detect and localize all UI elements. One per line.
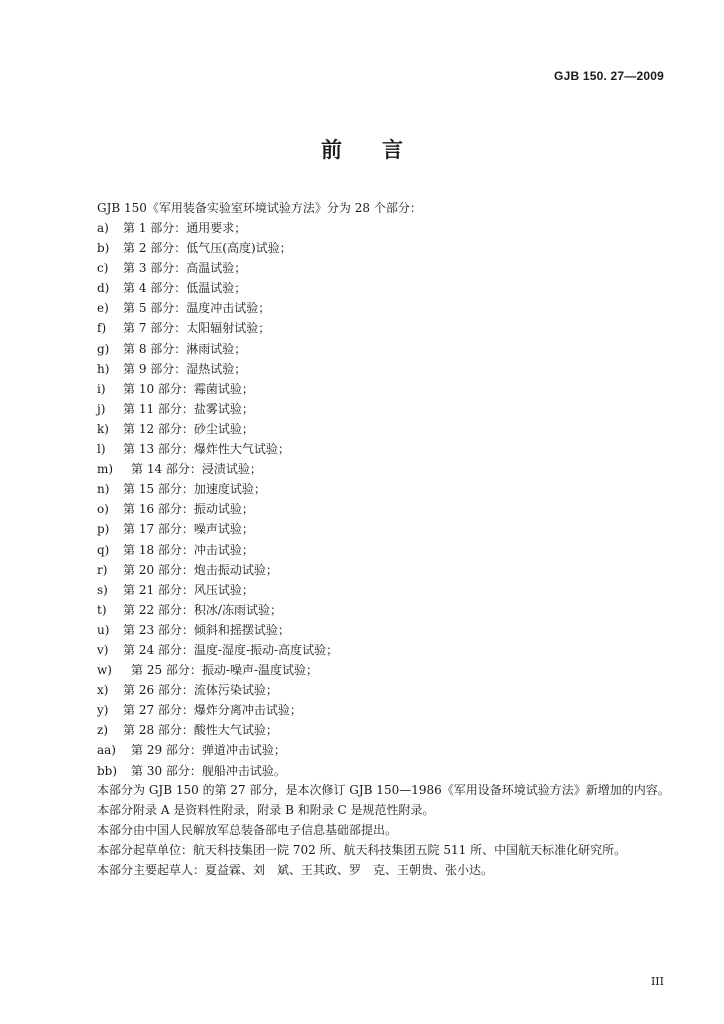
list-item-text: 第 18 部分：冲击试验； bbox=[123, 542, 254, 557]
list-marker: t) bbox=[97, 602, 107, 617]
list-marker: l) bbox=[97, 442, 106, 457]
list-marker: n) bbox=[97, 482, 110, 497]
list-item-text: 第 25 部分：振动-噪声-温度试验； bbox=[131, 663, 319, 678]
list-item-text: 第 4 部分：低温试验； bbox=[123, 281, 247, 296]
list-marker: g) bbox=[97, 341, 110, 356]
list-item-text: 第 30 部分：舰船冲击试验。 bbox=[131, 763, 286, 778]
list-marker: d) bbox=[97, 281, 110, 296]
list-item bbox=[97, 260, 338, 280]
list-item-text: 第 5 部分：温度冲击试验； bbox=[123, 301, 271, 316]
list-item bbox=[97, 622, 338, 642]
list-item-text: 第 11 部分：盐雾试验； bbox=[123, 401, 254, 416]
list-marker: b) bbox=[97, 241, 110, 256]
list-item bbox=[97, 702, 338, 722]
list-item bbox=[97, 722, 338, 742]
list-marker: c) bbox=[97, 261, 109, 276]
list-item-text: 第 8 部分：淋雨试验； bbox=[123, 341, 247, 356]
list-item bbox=[97, 220, 338, 240]
list-item bbox=[97, 461, 338, 481]
list-item bbox=[97, 562, 338, 582]
list-marker: bb) bbox=[97, 763, 118, 778]
list-item bbox=[97, 320, 338, 340]
list-item bbox=[97, 441, 338, 461]
list-marker: a) bbox=[97, 221, 109, 235]
list-marker: i) bbox=[97, 381, 106, 396]
paragraph-drafters: 本部分主要起草人：夏益霖、刘 斌、王其政、罗 克、王朝贵、张小达。 bbox=[97, 863, 494, 878]
list-item bbox=[97, 401, 338, 421]
paragraph-drafting-units: 本部分起草单位：航天科技集团一院 702 所、航天科技集团五院 511 所、中国航天标准化研究所。 bbox=[97, 843, 627, 858]
list-marker: s) bbox=[97, 582, 108, 597]
list-item-text: 第 29 部分：弹道冲击试验； bbox=[131, 743, 286, 758]
standard-code: GJB 150. 27—2009 bbox=[554, 69, 664, 83]
list-item-text: 第 1 部分：通用要求； bbox=[123, 221, 247, 235]
list-item-text: 第 21 部分：风压试验； bbox=[123, 582, 254, 597]
list-item-text: 第 24 部分：温度-湿度-振动-高度试验； bbox=[123, 642, 339, 657]
list-item bbox=[97, 582, 338, 602]
list-marker: j) bbox=[97, 401, 106, 416]
list-item-text: 第 20 部分：炮击振动试验； bbox=[123, 562, 278, 577]
list-marker: o) bbox=[97, 502, 109, 517]
list-marker: aa) bbox=[97, 743, 116, 758]
page-number: III bbox=[650, 975, 664, 988]
list-item-text: 第 9 部分：湿热试验； bbox=[123, 361, 247, 376]
list-marker: w) bbox=[97, 663, 112, 678]
list-item-text: 第 26 部分：流体污染试验； bbox=[123, 683, 278, 698]
list-item-text: 第 13 部分：爆炸性大气试验； bbox=[123, 442, 290, 457]
list-marker: x) bbox=[97, 683, 109, 698]
list-item-text: 第 16 部分：振动试验； bbox=[123, 502, 254, 517]
list-marker: q) bbox=[97, 542, 110, 557]
list-item-text: 第 14 部分：浸渍试验； bbox=[131, 462, 262, 477]
list-item-text: 第 10 部分：霉菌试验； bbox=[123, 381, 254, 396]
page-title: 前言 bbox=[321, 138, 443, 162]
list-marker: h) bbox=[97, 361, 110, 376]
list-item bbox=[97, 300, 338, 320]
list-item bbox=[97, 280, 338, 300]
list-item bbox=[97, 642, 338, 662]
list-marker: m) bbox=[97, 462, 114, 477]
list-item bbox=[97, 481, 338, 501]
list-marker: r) bbox=[97, 562, 108, 577]
list-marker: f) bbox=[97, 321, 107, 336]
list-marker: p) bbox=[97, 522, 110, 537]
list-item-text: 第 12 部分：砂尘试验； bbox=[123, 421, 254, 436]
list-item bbox=[97, 682, 338, 702]
list-marker: y) bbox=[97, 703, 109, 718]
list-marker: z) bbox=[97, 723, 109, 738]
list-item-text: 第 27 部分：爆炸分离冲击试验； bbox=[123, 703, 302, 718]
list-item bbox=[97, 341, 338, 361]
list-item bbox=[97, 381, 338, 401]
list-item-text: 第 3 部分：高温试验； bbox=[123, 261, 247, 276]
parts-list bbox=[97, 220, 338, 783]
list-marker: u) bbox=[97, 622, 110, 637]
list-item-text: 第 28 部分：酸性大气试验； bbox=[123, 723, 278, 738]
body-paragraphs bbox=[75, 780, 673, 880]
list-item-text: 第 7 部分：太阳辐射试验； bbox=[123, 321, 271, 336]
list-item-text: 第 15 部分：加速度试验； bbox=[123, 482, 266, 497]
list-item bbox=[97, 361, 338, 381]
list-item bbox=[97, 521, 338, 541]
paragraph-appendix-note: 本部分附录 A 是资料性附录，附录 B 和附录 C 是规范性附录。 bbox=[97, 803, 435, 818]
list-item-text: 第 23 部分：倾斜和摇摆试验； bbox=[123, 622, 290, 637]
list-item-text: 第 17 部分：噪声试验； bbox=[123, 522, 254, 537]
list-item bbox=[97, 602, 338, 622]
list-item bbox=[97, 662, 338, 682]
list-marker: k) bbox=[97, 421, 109, 436]
list-marker: e) bbox=[97, 301, 109, 316]
intro-line: GJB 150《军用装备实验室环境试验方法》分为 28 个部分： bbox=[97, 201, 422, 215]
list-item bbox=[97, 421, 338, 441]
list-marker: v) bbox=[97, 642, 109, 657]
list-item bbox=[97, 240, 338, 260]
list-item bbox=[97, 501, 338, 521]
paragraph-proposed-by: 本部分由中国人民解放军总装备部电子信息基础部提出。 bbox=[97, 823, 398, 838]
paragraph-revision-note: 本部分为 GJB 150 的第 27 部分，是本次修订 GJB 150—1986《军用设备环境试验方法》新增加的内容。 bbox=[97, 783, 670, 797]
list-item bbox=[97, 742, 338, 762]
list-item-text: 第 2 部分：低气压(高度)试验； bbox=[123, 241, 292, 256]
list-item-text: 第 22 部分：积冰/冻雨试验； bbox=[123, 602, 282, 617]
list-item bbox=[97, 542, 338, 562]
